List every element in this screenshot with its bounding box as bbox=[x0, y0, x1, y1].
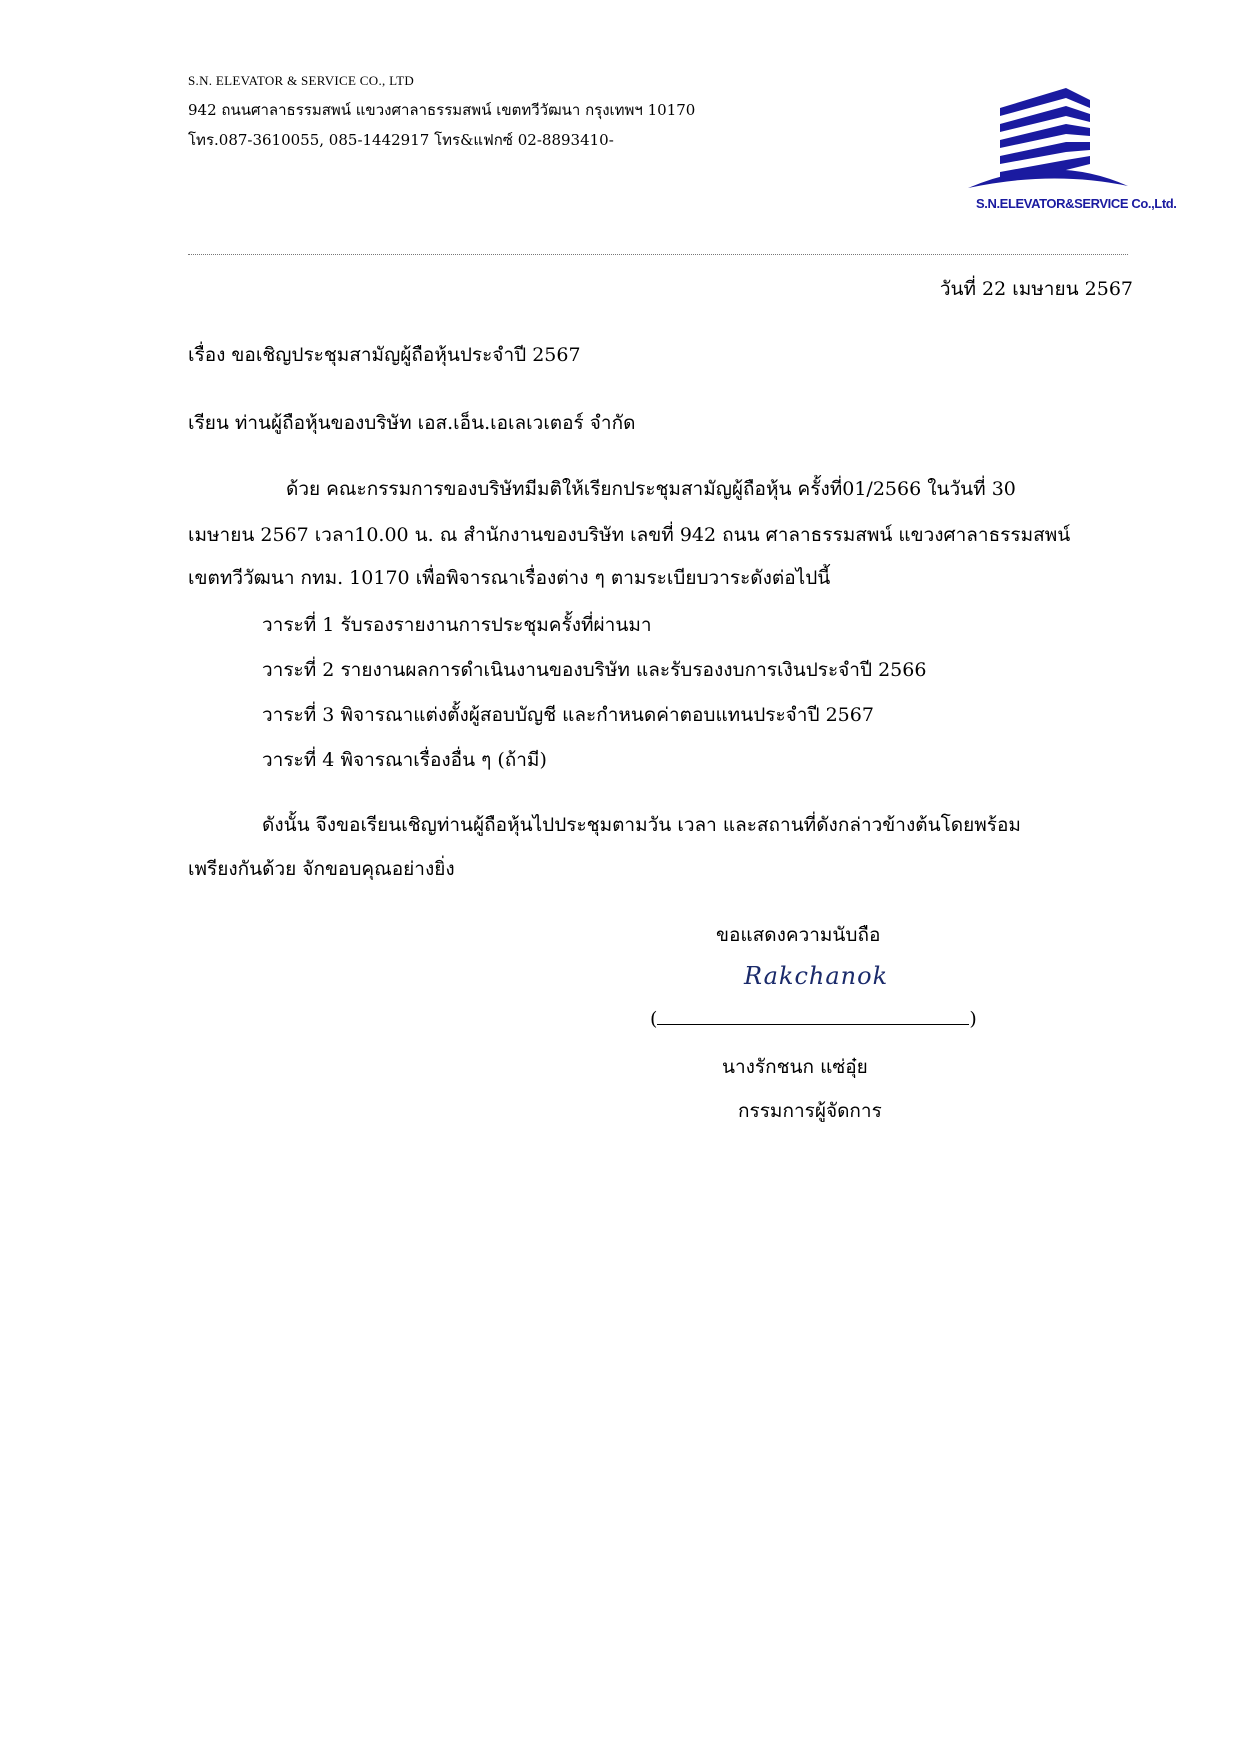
letter-subject: เรื่อง ขอเชิญประชุมสามัญผู้ถือหุ้นประจำปี 2567 bbox=[188, 344, 581, 366]
company-phone: โทร.087-3610055, 085-1442917 โทร&แฟกซ์ 02-8893410- bbox=[188, 131, 614, 149]
signature: Rakchanok bbox=[744, 962, 889, 990]
letter-salutation: เรียน ท่านผู้ถือหุ้นของบริษัท เอส.เอ็น.เอเลเวเตอร์ จำกัด bbox=[188, 412, 636, 434]
signer-title: กรรมการผู้จัดการ bbox=[738, 1100, 882, 1122]
letter-date: วันที่ 22 เมษายน 2567 bbox=[939, 278, 1133, 300]
agenda-item-4: วาระที่ 4 พิจารณาเรื่องอื่น ๆ (ถ้ามี) bbox=[262, 749, 547, 771]
company-address: 942 ถนนศาลาธรรมสพน์ แขวงศาลาธรรมสพน์ เขตทวีวัฒนา กรุงเทพฯ 10170 bbox=[188, 101, 696, 119]
logo-caption: S.N.ELEVATOR&SERVICE Co.,Ltd. bbox=[976, 196, 1177, 211]
paragraph-1-line: เขตทวีวัฒนา กทม. 10170 เพื่อพิจารณาเรื่องต่าง ๆ ตามระเบียบวาระดังต่อไปนี้ bbox=[188, 567, 831, 589]
paragraph-2-line: ดังนั้น จึงขอเรียนเชิญท่านผู้ถือหุ้นไปประชุมตามวัน เวลา และสถานที่ดังกล่าวข้างต้นโดยพร้อม bbox=[262, 814, 1021, 836]
paragraph-2-line: เพรียงกันด้วย จักขอบคุณอย่างยิ่ง bbox=[188, 858, 455, 880]
paragraph-1-line: เมษายน 2567 เวลา10.00 น. ณ สำนักงานของบริษัท เลขที่ 942 ถนน ศาลาธรรมสพน์ แขวงศาลาธรรมสพน์ bbox=[188, 524, 1071, 546]
paragraph-1-line: ด้วย คณะกรรมการของบริษัทมีมติให้เรียกประชุมสามัญผู้ถือหุ้น ครั้งที่01/2566 ในวันที่ 30 bbox=[286, 478, 1016, 500]
signer-name: นางรักชนก แซ่อุ๋ย bbox=[722, 1056, 868, 1078]
agenda-item-3: วาระที่ 3 พิจารณาแต่งตั้งผู้สอบบัญชี และกำหนดค่าตอบแทนประจำปี 2567 bbox=[262, 704, 874, 726]
agenda-item-2: วาระที่ 2 รายงานผลการดำเนินงานของบริษัท และรับรองงบการเงินประจำปี 2566 bbox=[262, 659, 927, 681]
signature-line: ( ) bbox=[650, 1008, 977, 1030]
closing-phrase: ขอแสดงความนับถือ bbox=[716, 924, 881, 946]
company-name: S.N. ELEVATOR & SERVICE CO., LTD bbox=[188, 73, 415, 88]
header-divider bbox=[188, 254, 1128, 255]
agenda-item-1: วาระที่ 1 รับรองรายงานการประชุมครั้งที่ผ่านมา bbox=[262, 614, 652, 636]
